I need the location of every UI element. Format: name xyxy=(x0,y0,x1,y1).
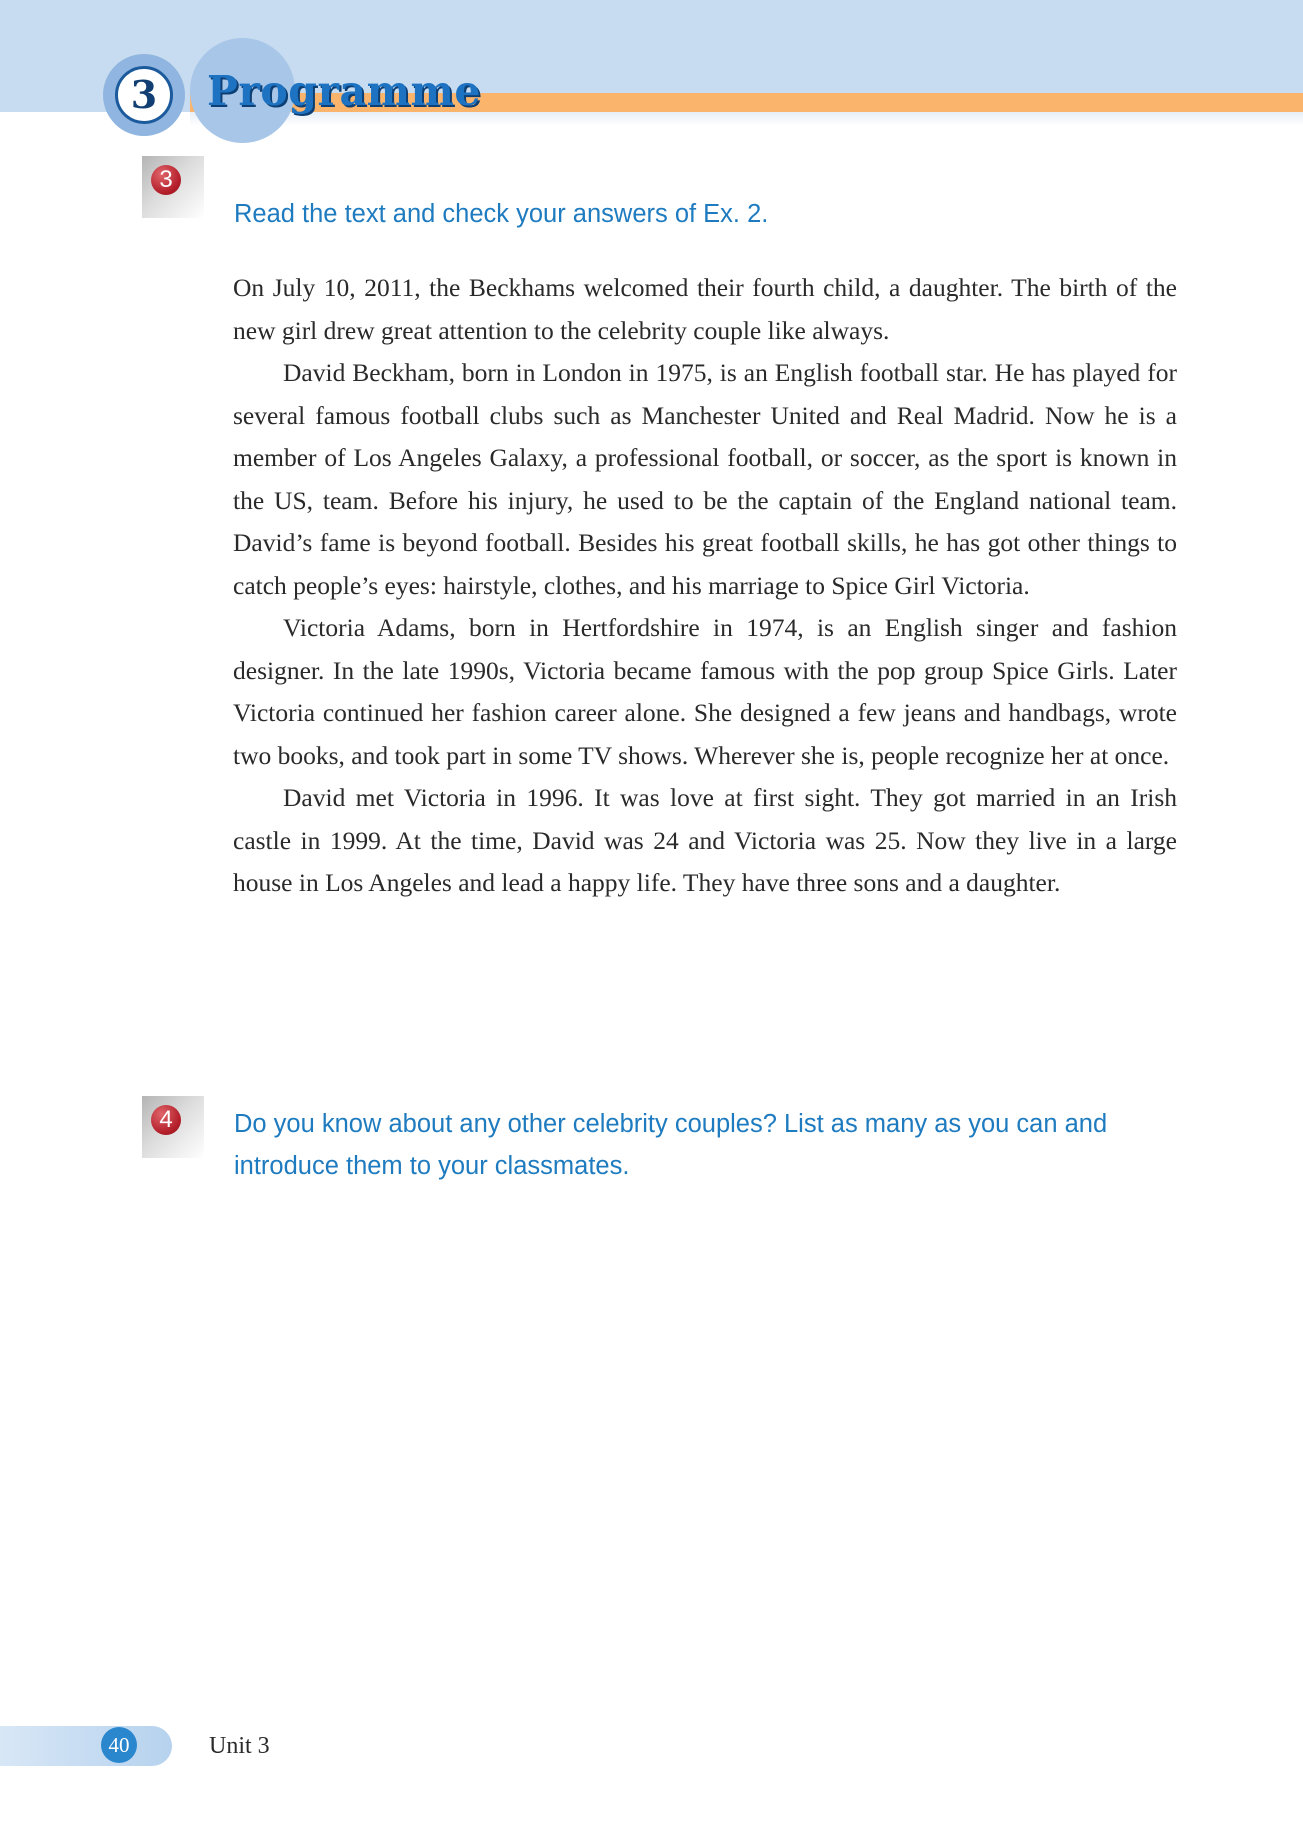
footer-bar xyxy=(0,1726,172,1766)
footer-unit-label: Unit 3 xyxy=(209,1733,270,1759)
section-title: Programme xyxy=(207,67,481,115)
exercise-instruction: Do you know about any other celebrity couples? List as many as you can and introduce them to your classmates. xyxy=(234,1110,1108,1180)
exercise-number: 4 xyxy=(151,1105,181,1135)
page-number: 40 xyxy=(101,1727,137,1763)
unit-number: 3 xyxy=(115,66,173,124)
unit-badge xyxy=(103,54,185,136)
exercise-instruction: Read the text and check your answers of Ex. 2. xyxy=(234,200,769,228)
exercise-marker xyxy=(142,156,204,218)
reading-text xyxy=(233,267,1177,905)
reading-paragraph: On July 10, 2011, the Beckhams welcomed their fourth child, a daughter. The birth of the new girl drew great attention to the celebrity couple like always. xyxy=(233,273,1177,345)
reading-paragraph: David Beckham, born in London in 1975, is an English football star. He has played for several famous football clubs such as Manchester United and Real Madrid. Now he is a member of Los Angeles Galaxy, a professional football, or soccer, as the sport is known in the US, team. Before his injury, he used to be the captain of the England national team. David’s fame is beyond football. Besides his great football skills, he has got other things to catch people’s eyes: hairstyle, clothes, and his marriage to Spice Girl Victoria. xyxy=(233,358,1177,600)
exercise-marker xyxy=(142,1096,204,1158)
reading-paragraph: Victoria Adams, born in Hertfordshire in 1974, is an English singer and fashion designer. In the late 1990s, Victoria became famous with the pop group Spice Girls. Later Victoria continued her fashion career alone. She designed a few jeans and handbags, wrote two books, and took part in some TV shows. Wherever she is, people recognize her at once. xyxy=(233,613,1177,770)
exercise-number: 3 xyxy=(151,165,181,195)
reading-paragraph: David met Victoria in 1996. It was love at first sight. They got married in an Irish castle in 1999. At the time, David was 24 and Victoria was 25. Now they live in a large house in Los Angeles and lead a happy life. They have three sons and a daughter. xyxy=(233,783,1177,897)
